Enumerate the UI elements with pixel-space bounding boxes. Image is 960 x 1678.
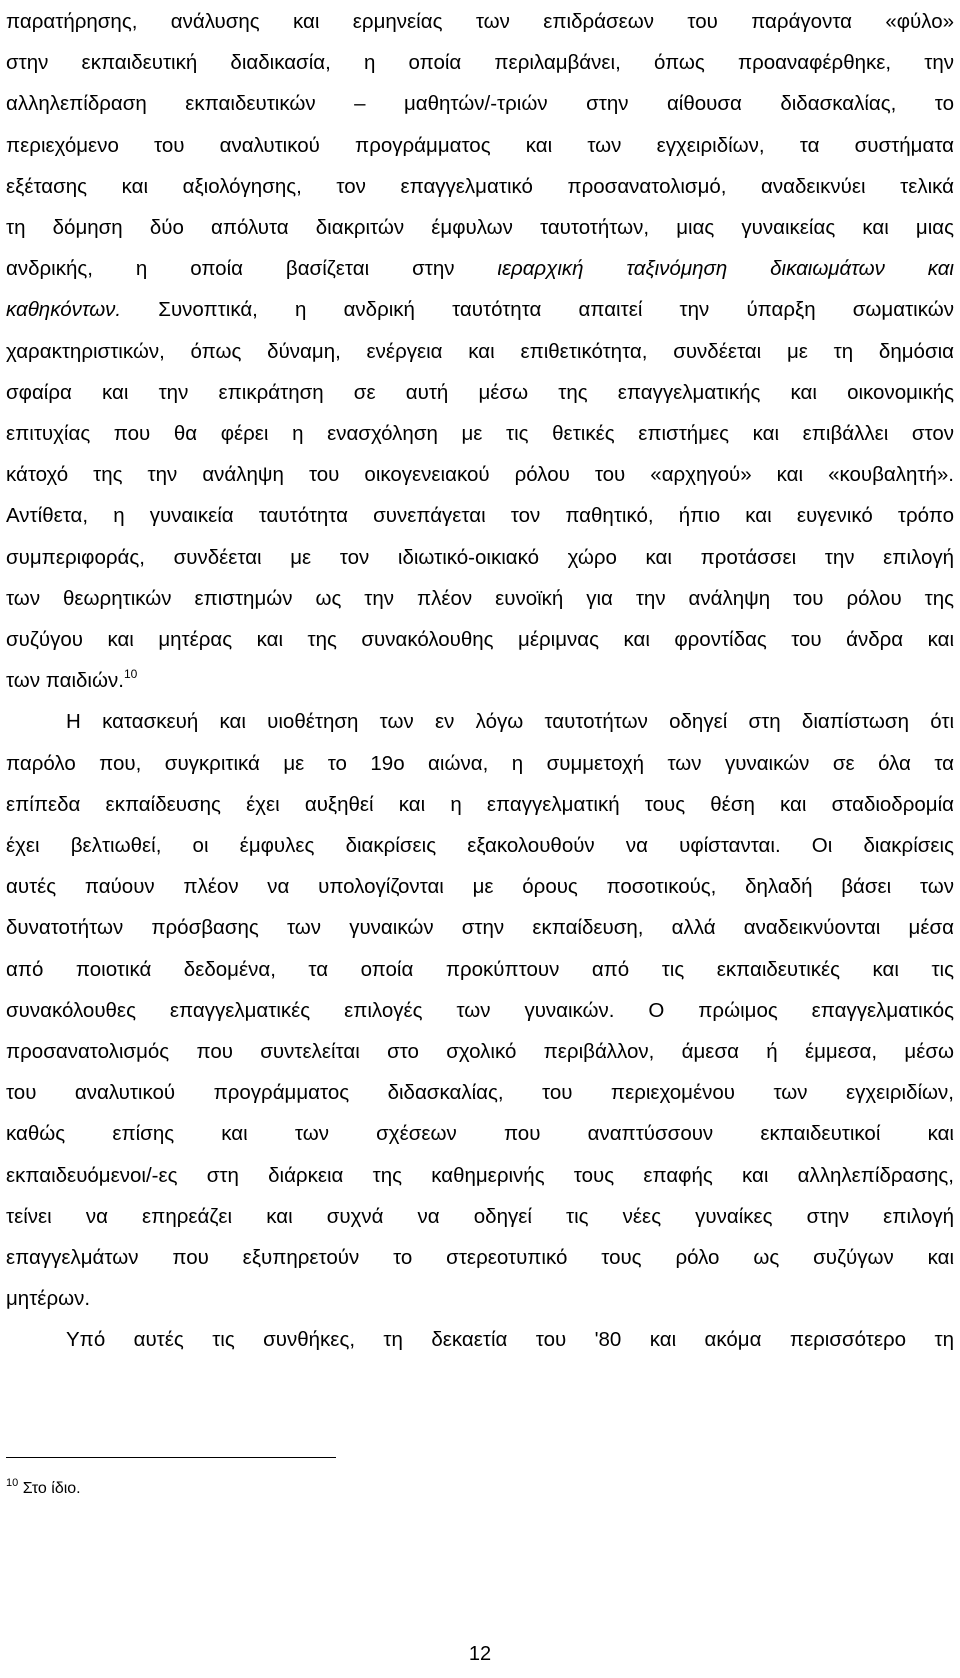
text-line [6, 577, 954, 621]
line-text: συζύγου και μητέρας και της συνακόλουθης μέριμνας και φροντίδας του άνδρα και [6, 628, 954, 651]
line-text: των θεωρητικών επιστημών ως την πλέον ευνοϊκή για την ανάληψη του ρόλου της [6, 586, 954, 610]
footnote-text: Στο ίδιο. [22, 1480, 81, 1497]
line-text: δυνατοτήτων πρόσβασης των γυναικών στην εκπαίδευση, αλλά αναδεικνύονται μέσα [6, 916, 954, 940]
text-line [6, 906, 954, 950]
text-line [6, 659, 954, 703]
line-text: Η κατασκευή και υιοθέτηση των εν λόγω ταυτοτήτων οδηγεί στη διαπίστωση ότι [66, 710, 954, 734]
line-text: τείνει να επηρεάζει και συχνά να οδηγεί τις νέες γυναίκες στην επιλογή [6, 1204, 954, 1228]
footnote-marker: 10 [6, 1477, 19, 1489]
text-line [6, 0, 954, 44]
text-line [6, 1277, 954, 1321]
text-line [6, 288, 954, 332]
footnote [6, 1478, 81, 1500]
line-text: αλληλεπίδραση εκπαιδευτικών – μαθητών/-τριών στην αίθουσα διδασκαλίας, το [6, 92, 954, 116]
text-line [6, 824, 954, 868]
text-line [6, 247, 954, 291]
text-line [6, 206, 954, 250]
line-text: στην εκπαιδευτική διαδικασία, η οποία περιλαμβάνει, όπως προαναφέρθηκε, την [6, 51, 954, 75]
text-line [66, 700, 954, 744]
text-line [6, 865, 954, 909]
line-text: τη δόμηση δύο απόλυτα διακριτών έμφυλων ταυτοτήτων, μιας γυναικείας και μιας [6, 216, 954, 239]
line-text: περιεχόμενο του αναλυτικού προγράμματος και των εγχειριδίων, τα συστήματα [6, 133, 954, 157]
text-line [6, 494, 954, 538]
italic-text: ιεραρχική ταξινόμηση δικαιωμάτων και [497, 257, 954, 281]
line-text: χαρακτηριστικών, όπως δύναμη, ενέργεια και επιθετικότητα, συνδέεται με τη δημόσια [6, 339, 954, 363]
text-line [6, 371, 954, 415]
line-text: συνακόλουθες επαγγελματικές επιλογές των γυναικών. Ο πρώιμος επαγγελματικός [6, 998, 954, 1022]
text-line [6, 165, 954, 209]
text-line [6, 1195, 954, 1239]
line-text: παρόλο που, συγκριτικά με το 19ο αιώνα, η συμμετοχή των γυναικών σε όλα τα [6, 751, 954, 775]
line-text: από ποιοτικά δεδομένα, τα οποία προκύπτουν από τις εκπαιδευτικές και τις [6, 957, 954, 981]
line-text: επίπεδα εκπαίδευσης έχει αυξηθεί και η επαγγελματική τους θέση και σταδιοδρομία [6, 792, 954, 816]
text-line [6, 1236, 954, 1280]
line-text: επαγγελμάτων που εξυπηρετούν το στερεοτυπικό τους ρόλο ως συζύγων και [6, 1246, 954, 1269]
text-line [66, 1318, 954, 1362]
text-line [6, 1030, 954, 1074]
text-line [6, 783, 954, 827]
line-text: σφαίρα και την επικράτηση σε αυτή μέσω της επαγγελματικής και οικονομικής [6, 380, 954, 404]
text-line [6, 1112, 954, 1156]
line-text: προσανατολισμός που συντελείται στο σχολικό περιβάλλον, άμεσα ή έμμεσα, μέσω [6, 1040, 954, 1063]
line-text: παρατήρησης, ανάλυσης και ερμηνείας των επιδράσεων του παράγοντα «φύλο» [6, 10, 954, 33]
text-line [6, 618, 954, 662]
italic-text: καθηκόντων. [6, 298, 122, 322]
text-line [6, 536, 954, 580]
text-line [6, 41, 954, 85]
text-line [6, 412, 954, 456]
line-text: των παιδιών. [6, 669, 124, 693]
page-number: 12 [468, 1643, 492, 1665]
line-text: εκπαιδευόμενοι/-ες στη διάρκεια της καθημερινής τους επαφής και αλληλεπίδρασης, [6, 1163, 954, 1187]
text-line [6, 330, 954, 374]
footnote-reference: 10 [123, 667, 138, 682]
line-text: επιτυχίας που θα φέρει η ενασχόληση με τις θετικές επιστήμες και επιβάλλει στον [6, 422, 954, 445]
text-line [6, 989, 954, 1033]
text-line [6, 948, 954, 992]
document-page [6, 0, 954, 1678]
line-text: έχει βελτιωθεί, οι έμφυλες διακρίσεις εξακολουθούν να υφίστανται. Οι διακρίσεις [6, 834, 954, 857]
line-text: του αναλυτικού προγράμματος διδασκαλίας, του περιεχομένου των εγχειριδίων, [6, 1081, 954, 1105]
line-text: συμπεριφοράς, συνδέεται με τον ιδιωτικό-οικιακό χώρο και προτάσσει την επιλογή [6, 545, 954, 569]
footnote-separator [6, 1457, 336, 1458]
text-line [6, 1071, 954, 1115]
line-text: Αντίθετα, η γυναικεία ταυτότητα συνεπάγεται τον παθητικό, ήπιο και ευγενικό τρόπο [6, 504, 954, 528]
text-line [6, 742, 954, 786]
line-text: εξέτασης και αξιολόγησης, τον επαγγελματικό προσανατολισμό, αναδεικνύει τελικά [6, 174, 954, 198]
text-line [6, 1154, 954, 1198]
line-text: αυτές παύουν πλέον να υπολογίζονται με όρους ποσοτικούς, δηλαδή βάσει των [6, 875, 954, 899]
line-text: καθώς επίσης και των σχέσεων που αναπτύσσουν εκπαιδευτικοί και [6, 1122, 954, 1146]
line-text: κάτοχό της την ανάληψη του οικογενειακού ρόλου του «αρχηγού» και «κουβαλητή». [6, 463, 954, 487]
line-text: ανδρικής, η οποία βασίζεται στην [6, 257, 498, 281]
text-line [6, 453, 954, 497]
line-text: Συνοπτικά, η ανδρική ταυτότητα απαιτεί την ύπαρξη σωματικών [121, 298, 954, 322]
text-line [6, 82, 954, 126]
line-text: Υπό αυτές τις συνθήκες, τη δεκαετία του '80 και ακόμα περισσότερο τη [66, 1328, 954, 1352]
line-text: μητέρων. [6, 1287, 91, 1311]
text-line [6, 124, 954, 168]
